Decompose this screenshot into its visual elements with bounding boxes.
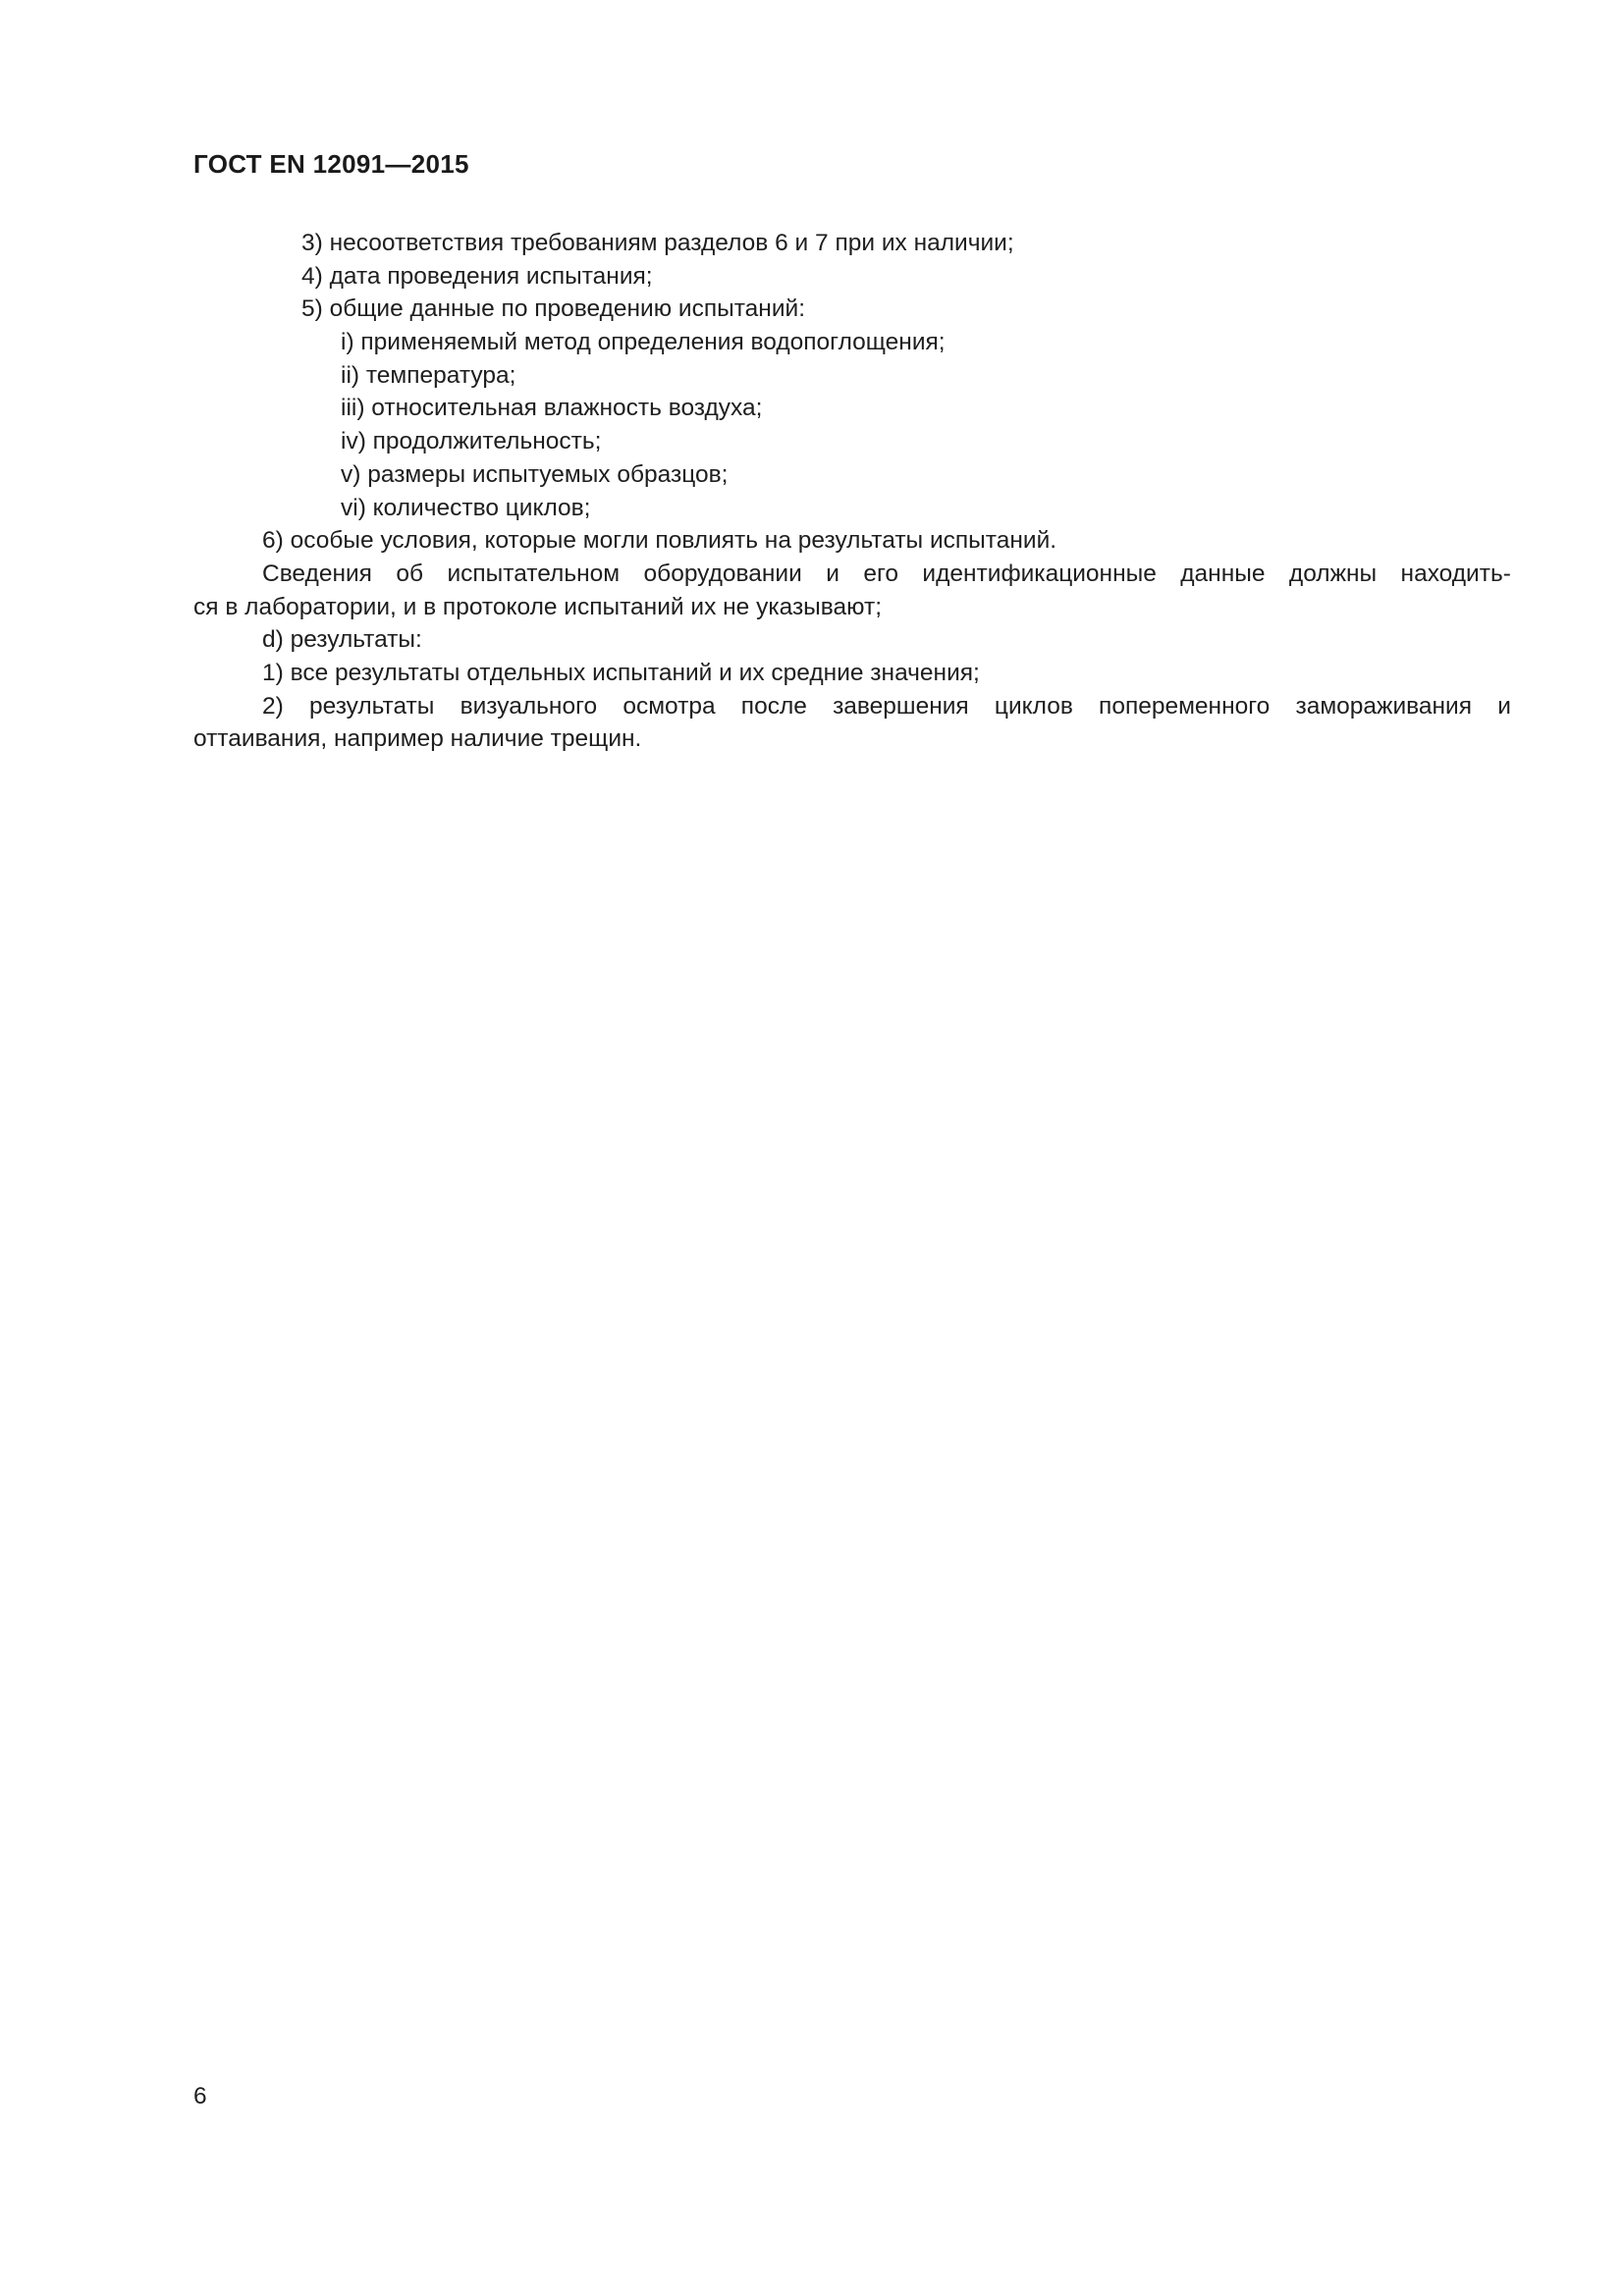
equipment-paragraph-line-1 — [193, 558, 1511, 591]
paragraph-word: замораживания — [1295, 692, 1472, 720]
paragraph-word: должны — [1288, 560, 1378, 587]
paragraph-word: циклов — [994, 692, 1073, 720]
paragraph-word: об — [396, 560, 424, 587]
sublist-item-iv: iv) продолжительность; — [341, 428, 602, 455]
document-body — [193, 227, 1511, 756]
results-label: d) результаты: — [262, 626, 422, 654]
equipment-paragraph-line-2: ся в лаборатории, и в протоколе испытаний их не указывают; — [193, 593, 883, 620]
paragraph-word: его — [863, 560, 898, 587]
sublist-item-i: i) применяемый метод определения водопоглощения; — [341, 329, 946, 356]
result-item-2-line-1 — [193, 690, 1511, 723]
paragraph-word: оборудовании — [643, 560, 802, 587]
sublist-item-v: v) размеры испытуемых образцов; — [341, 460, 729, 488]
paragraph-word: 2) — [262, 692, 284, 720]
paragraph-word: результаты — [309, 692, 435, 720]
paragraph-word: идентификационные — [922, 560, 1157, 587]
paragraph-word: завершения — [833, 692, 969, 720]
list-item-3: 3) несоответствия требованиям разделов 6 и 7 при их наличии; — [301, 230, 1014, 256]
list-item-6: 6) особые условия, которые могли повлиять на результаты испытаний. — [262, 527, 1057, 555]
list-item-5: 5) общие данные по проведению испытаний: — [301, 295, 806, 323]
paragraph-word: осмотра — [623, 692, 716, 720]
paragraph-word: и — [826, 560, 839, 587]
result-item-1: 1) все результаты отдельных испытаний и их средние значения; — [262, 659, 980, 686]
paragraph-word: находить- — [1400, 560, 1511, 587]
result-item-2-line-2: оттаивания, например наличие трещин. — [193, 725, 642, 753]
document-header-code: ГОСТ EN 12091—2015 — [193, 149, 469, 179]
sublist-item-iii: iii) относительная влажность воздуха; — [341, 395, 763, 422]
sublist-item-vi: vi) количество циклов; — [341, 494, 591, 521]
paragraph-word: визуального — [460, 692, 598, 720]
page-number: 6 — [193, 2083, 207, 2109]
paragraph-word: попеременного — [1099, 692, 1271, 720]
paragraph-word: данные — [1180, 560, 1266, 587]
paragraph-word: испытательном — [447, 560, 621, 587]
list-item-4: 4) дата проведения испытания; — [301, 262, 653, 290]
paragraph-word: после — [740, 692, 807, 720]
paragraph-word: и — [1497, 692, 1511, 720]
sublist-item-ii: ii) температура; — [341, 361, 516, 389]
paragraph-word: Сведения — [262, 560, 372, 587]
